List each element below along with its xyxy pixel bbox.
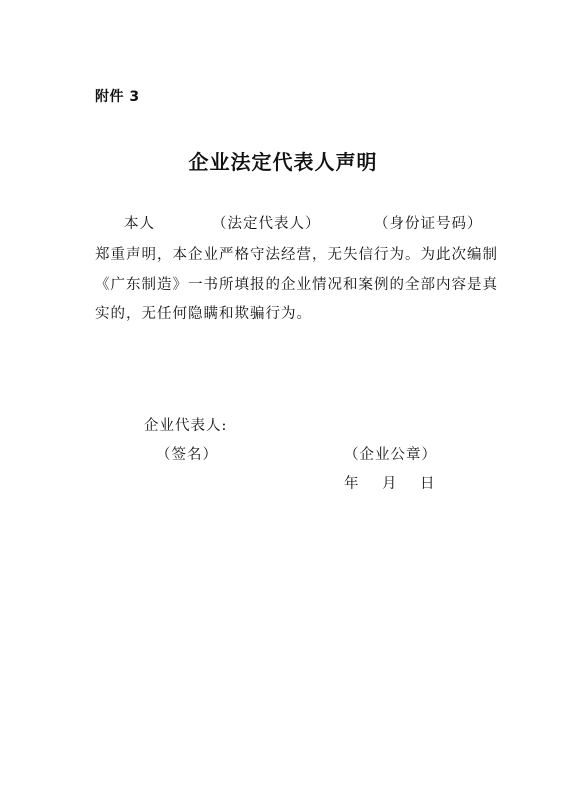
company-seal-label: （企业公章） <box>344 447 437 463</box>
page-title: 企业法定代表人声明 <box>188 150 378 174</box>
declaration-line-3: 《广东制造》一书所填报的企业情况和案例的全部内容是真 <box>95 277 498 293</box>
signature-label: （签名） <box>156 447 218 463</box>
date-year: 年 <box>344 476 360 492</box>
representative-label: 企业代表人: <box>144 418 228 434</box>
attachment-label: 附件 3 <box>95 89 140 105</box>
declaration-line-4: 实的，无任何隐瞒和欺骗行为。 <box>95 306 312 322</box>
date-month: 月 <box>382 476 398 492</box>
declaration-id-number: （身份证号码） <box>374 216 483 232</box>
declaration-legal-rep: （法定代表人） <box>212 216 321 232</box>
declaration-line-2: 郑重声明，本企业严格守法经营，无失信行为。为此次编制 <box>95 247 498 263</box>
date-day: 日 <box>420 476 436 492</box>
date-line <box>344 472 436 493</box>
declaration-person: 本人 <box>124 216 155 232</box>
